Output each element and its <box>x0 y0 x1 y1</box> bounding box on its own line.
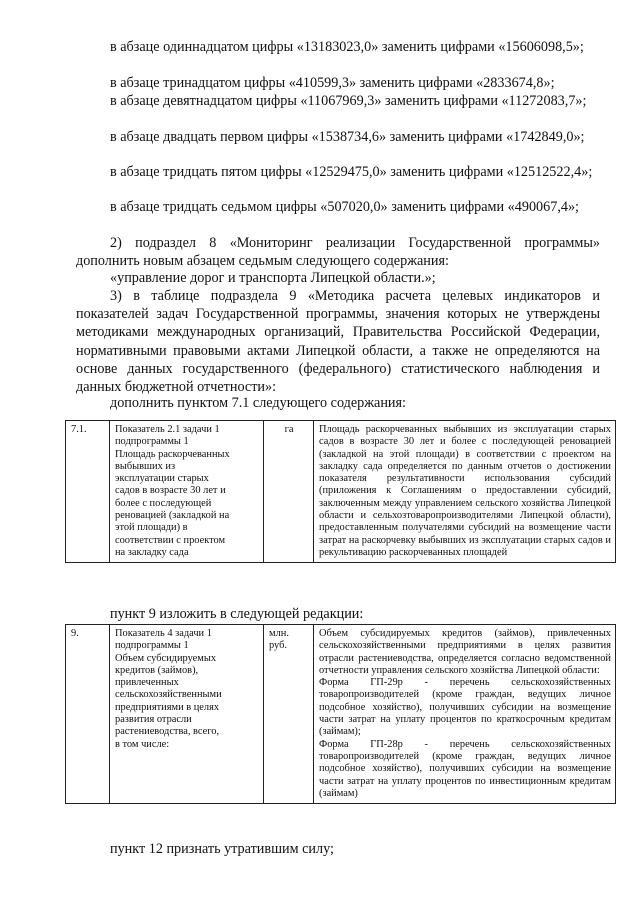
paragraph-p1: в абзаце одиннадцатом цифры «13183023,0» заменить цифрами «15606098,5»; <box>110 39 584 55</box>
method-form-gp29r: Форма ГП-29р - перечень сельскохозяйственных товаропроизводителей (кроме граждан, ведущих личное подсобное хозяйство), получивших субсидии на возмещение части затрат на уплату процентов по краткосрочным кредитам (займам); <box>319 677 611 738</box>
table-row <box>66 625 616 804</box>
unit-of-measure: га <box>264 421 314 563</box>
indicator-name <box>110 421 264 563</box>
paragraph-p9: 3) в таблице подраздела 9 «Методика расчета целевых индикаторов и показателей задач Государственной программы, значения которых не утверждены методиками международных организаций, Правительства Российской Федерации, нормативными правовыми актами Липецкой области, а также не определяются на основе данных государственного (федерального) статистического наблюдения и данных бюджетной отчетности»: <box>76 288 600 396</box>
indicator-name <box>110 625 264 804</box>
name-line: Показатель 4 задачи 1 <box>115 628 212 639</box>
name-line: соответствии с проектом <box>115 534 226 546</box>
paragraph-p4: в абзаце двадцать первом цифры «1538734,6» заменить цифрами «1742849,0»; <box>110 129 585 145</box>
paragraph-p7: 2) подраздел 8 «Мониторинг реализации Государственной программы» дополнить новым абзацем седьмым следующего содержания: <box>76 235 600 270</box>
unit-line: руб. <box>269 640 288 652</box>
name-line: этой площади) в <box>115 522 188 534</box>
name-line: эксплуатации старых <box>115 473 209 485</box>
indicator-table-7-1 <box>65 420 616 563</box>
name-line: Объем субсидируемых <box>115 652 217 664</box>
unit-line: млн. <box>269 628 289 639</box>
name-line: растениеводства, всего, <box>115 726 220 738</box>
name-line: предприятиями в целях <box>115 701 220 713</box>
unit-of-measure <box>264 625 314 804</box>
method-form-gp28r: Форма ГП-28р - перечень сельскохозяйственных товаропроизводителей (кроме граждан, ведущих личное подсобное хозяйство), получивших субсидии на возмещение части затрат на уплату процентов по инвестиционным кредитам (займам) <box>319 738 611 799</box>
name-line: выбывших из <box>115 460 176 472</box>
name-line: привлеченных <box>115 677 179 689</box>
name-line: реновацией (закладкой на <box>115 510 230 522</box>
paragraph-p8: «управление дорог и транспорта Липецкой области.»; <box>110 270 436 286</box>
name-line: на закладку сада <box>115 546 189 558</box>
name-line: садов в возрасте 30 лет и <box>115 485 226 497</box>
calculation-method: Площадь раскорчеванных выбывших из эксплуатации старых садов в возрасте 30 лет и более с последующей реновацией (закладкой на этой площади) в соответствии с проектом на закладку сада определяется по данным отчетов о достижении показателя результативности использования субсидий (приложения к Соглашениям о предоставлении субсидий, заключенным между управлением сельского хозяйства Липецкой области и сельхозтоваропроизводителями Липецкой области), предоставленным получателями субсидий на возмещение части затрат на раскорчевку выбывших из эксплуатации старых садов и рекультивацию раскорчеванных площадей <box>314 421 616 563</box>
name-line: сельскохозяйственными <box>115 689 222 701</box>
paragraph-p5: в абзаце тридцать пятом цифры «12529475,0» заменить цифрами «12512522,4»; <box>110 164 593 180</box>
name-line: Площадь раскорчеванных <box>115 448 230 460</box>
item-number: 7.1. <box>66 421 110 563</box>
name-line: подпрограммы 1 <box>115 640 189 652</box>
calculation-method <box>314 625 616 804</box>
name-line: развития отрасли <box>115 714 192 726</box>
paragraph-p3: в абзаце девятнадцатом цифры «11067969,3» заменить цифрами «11272083,7»; <box>110 93 587 109</box>
method-intro: Объем субсидируемых кредитов (займов), привлеченных сельскохозяйственными предприятиями в целях развития отрасли растениеводства, определяется согласно ведомственной отчетности управления сельского хозяйства Липецкой области: <box>319 628 611 676</box>
name-line: подпрограммы 1 <box>115 436 189 448</box>
paragraph-p2: в абзаце тринадцатом цифры «410599,3» заменить цифрами «2833674,8»; <box>110 75 555 91</box>
paragraph-p10: дополнить пунктом 7.1 следующего содержания: <box>110 395 406 411</box>
paragraph-p11: пункт 9 изложить в следующей редакции: <box>110 606 364 622</box>
name-line: кредитов (займов), <box>115 664 199 676</box>
indicator-table-9 <box>65 624 616 804</box>
table-row <box>66 421 616 563</box>
paragraph-p6: в абзаце тридцать седьмом цифры «507020,0» заменить цифрами «490067,4»; <box>110 199 579 215</box>
item-number: 9. <box>66 625 110 804</box>
name-line: Показатель 2.1 задачи 1 <box>115 424 220 435</box>
name-line: более с последующей <box>115 497 212 509</box>
name-line: в том числе: <box>115 738 170 750</box>
paragraph-p12: пункт 12 признать утратившим силу; <box>110 841 334 857</box>
